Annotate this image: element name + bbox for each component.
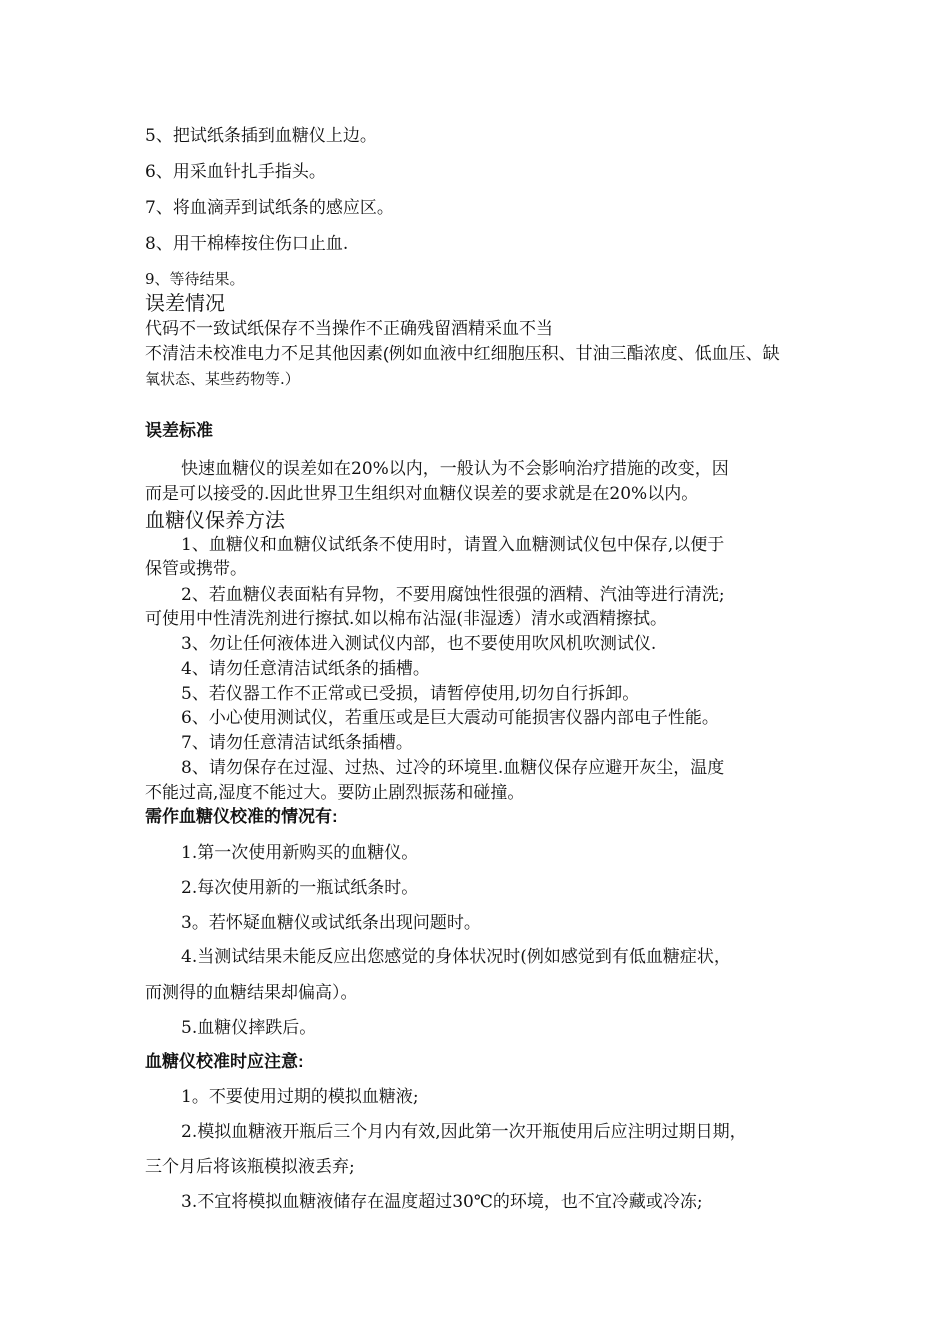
maintenance-line: 可使用中性清洗剂进行擦拭.如以棉布沾湿(非湿透）清水或酒精擦拭。	[145, 609, 668, 629]
calibration-needed-line: 4.当测试结果未能反应出您感觉的身体状况时(例如感觉到有低血糖症状，	[181, 947, 731, 967]
calibration-notes-line: 三个月后将该瓶模拟液丢弃;	[145, 1157, 355, 1177]
maintenance-line: 8、请勿保存在过湿、过热、过冷的环境里.血糖仪保存应避开灰尘，温度	[181, 758, 725, 778]
error-standard-heading: 误差标准	[145, 421, 213, 440]
error-cases-heading: 误差情况	[145, 293, 225, 315]
maintenance-line: 6、小心使用测试仪，若重压或是巨大震动可能损害仪器内部电子性能。	[181, 708, 719, 728]
calibration-notes-line: 2.模拟血糖液开瓶后三个月内有效,因此第一次开瓶使用后应注明过期日期，	[181, 1122, 747, 1142]
error-cases-line: 代码不一致试纸保存不当操作不正确残留酒精采血不当	[145, 319, 553, 338]
calibration-needed-line: 3。若怀疑血糖仪或试纸条出现问题时。	[181, 913, 481, 933]
calibration-needed-line: 2.每次使用新的一瓶试纸条时。	[181, 878, 419, 898]
calibration-needed-line: 而测得的血糖结果却偏高）。	[145, 983, 358, 1003]
error-cases-line: 氧状态、某些药物等.）	[145, 370, 300, 388]
maintenance-line: 4、请勿任意清洁试纸条的插槽。	[181, 659, 430, 679]
error-cases-line: 不清洁未校准电力不足其他因素(例如血液中红细胞压积、甘油三酯浓度、低血压、缺	[145, 344, 780, 363]
calibration-needed-line: 1.第一次使用新购买的血糖仪。	[181, 843, 419, 863]
maintenance-line: 5、若仪器工作不正常或已受损，请暂停使用,切勿自行拆卸。	[181, 684, 640, 704]
step-8: 8、用干棉棒按住伤口止血.	[145, 234, 349, 254]
maintenance-heading: 血糖仪保养方法	[145, 510, 285, 532]
step-5: 5、把试纸条插到血糖仪上边。	[145, 126, 377, 146]
maintenance-line: 1、血糖仪和血糖仪试纸条不使用时，请置入血糖测试仪包中保存,以便于	[181, 535, 725, 555]
calibration-notes-heading: 血糖仪校准时应注意:	[145, 1052, 304, 1071]
calibration-notes-line: 1。不要使用过期的模拟血糖液;	[181, 1087, 419, 1107]
maintenance-line: 保管或携带。	[145, 559, 247, 579]
maintenance-line: 2、若血糖仪表面粘有异物，不要用腐蚀性很强的酒精、汽油等进行清洗;	[181, 585, 725, 605]
maintenance-line: 3、勿让任何液体进入测试仪内部，也不要使用吹风机吹测试仪.	[181, 634, 657, 654]
step-7: 7、将血滴弄到试纸条的感应区。	[145, 198, 394, 218]
error-standard-line: 快速血糖仪的误差如在20%以内，一般认为不会影响治疗措施的改变，因	[181, 459, 729, 479]
step-6: 6、用采血针扎手指头。	[145, 162, 326, 182]
maintenance-line: 7、请勿任意清洁试纸条插槽。	[181, 733, 413, 753]
step-9: 9、等待结果。	[145, 270, 245, 288]
maintenance-line: 不能过高,湿度不能过大。要防止剧烈振荡和碰撞。	[145, 783, 525, 803]
error-standard-line: 而是可以接受的.因此世界卫生组织对血糖仪误差的要求就是在20%以内。	[145, 484, 699, 504]
calibration-needed-heading: 需作血糖仪校准的情况有:	[145, 807, 338, 826]
calibration-needed-line: 5.血糖仪摔跌后。	[181, 1018, 317, 1038]
calibration-notes-line: 3.不宜将模拟血糖液储存在温度超过30℃的环境，也不宜冷藏或冷冻;	[181, 1192, 703, 1212]
